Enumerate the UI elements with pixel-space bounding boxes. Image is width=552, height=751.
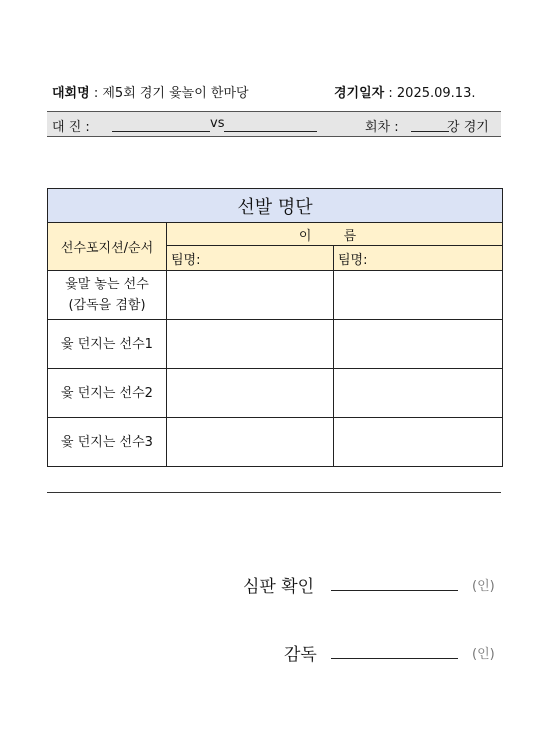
tournament-name: 제5회 경기 윷놀이 한마당: [102, 86, 249, 101]
position-label: 윷말 놓는 선수: [65, 277, 149, 292]
team-1-player-cell[interactable]: [167, 271, 334, 320]
team-1-player-cell[interactable]: [167, 418, 334, 467]
matchup-bar: [47, 111, 501, 137]
coach-signature-line[interactable]: [331, 658, 458, 659]
team-2-player-cell[interactable]: [334, 271, 503, 320]
position-header: 선수포지션/순서: [48, 223, 167, 271]
table-row: [48, 418, 503, 467]
team-b-field[interactable]: [224, 131, 317, 132]
roster-table: [47, 188, 503, 467]
coach-label: 감독: [284, 645, 317, 665]
round-suffix: 강 경기: [447, 120, 489, 135]
match-date: [334, 82, 475, 101]
tournament-info: [52, 82, 502, 102]
date-value: 2025.09.13.: [396, 86, 476, 101]
round-field[interactable]: [411, 131, 449, 132]
position-label: 윷 던지는 선수1: [48, 320, 167, 369]
team-label-2[interactable]: 팀명:: [334, 246, 503, 271]
team-2-player-cell[interactable]: [334, 418, 503, 467]
team-1-player-cell[interactable]: [167, 320, 334, 369]
round-label: 회차 :: [365, 120, 399, 135]
referee-signature-line[interactable]: [331, 590, 458, 591]
table-row: [48, 320, 503, 369]
name-header: 이 름: [167, 223, 503, 246]
team-label-1[interactable]: 팀명:: [167, 246, 334, 271]
date-label: 경기일자: [334, 86, 385, 101]
tournament-label: 대회명: [52, 86, 90, 101]
team-2-player-cell[interactable]: [334, 320, 503, 369]
referee-seal: (인): [472, 579, 495, 594]
date-separator: :: [388, 86, 393, 101]
team-a-field[interactable]: [112, 131, 210, 132]
vs-label: vs: [210, 116, 225, 131]
opponents-label: 대 진 :: [52, 120, 90, 135]
position-cell: [48, 271, 167, 320]
position-label: 윷 던지는 선수3: [48, 418, 167, 467]
referee-label: 심판 확인: [243, 577, 315, 597]
table-row: [48, 369, 503, 418]
team-2-player-cell[interactable]: [334, 369, 503, 418]
table-row: [48, 271, 503, 320]
tournament-separator: :: [93, 86, 99, 101]
position-label: 윷 던지는 선수2: [48, 369, 167, 418]
coach-seal: (인): [472, 647, 495, 662]
position-note: (감독을 겸함): [68, 298, 146, 313]
roster-title: 선발 명단: [48, 189, 503, 223]
divider: [47, 492, 501, 493]
team-1-player-cell[interactable]: [167, 369, 334, 418]
